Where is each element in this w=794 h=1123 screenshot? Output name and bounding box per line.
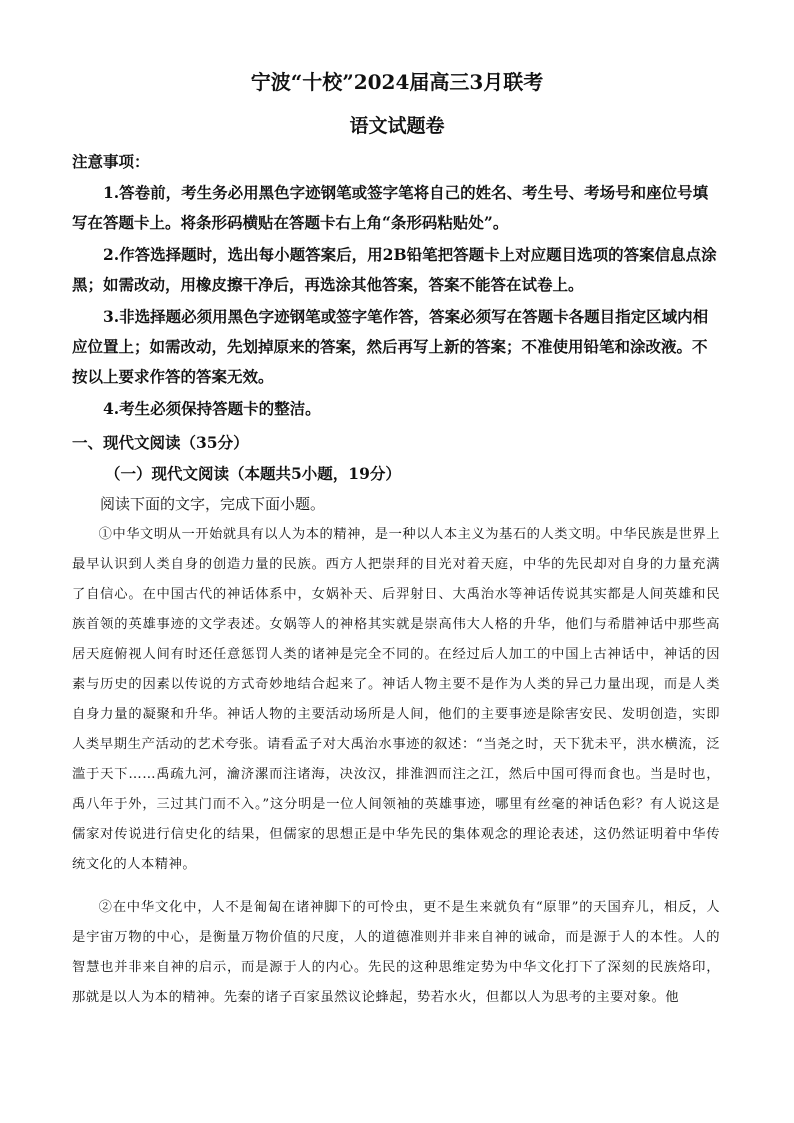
notice-item-1: 1.答卷前，考生务必用黑色字迹钢笔或签字笔将自己的姓名、考生号、考场号和座位号填写在答题卡上。将条形码横贴在答题卡右上角“条形码粘贴处”。 [72,183,709,232]
notice-heading: 注意事项： [72,152,150,171]
reading-instruction: 阅读下面的文字，完成下面小题。 [100,495,326,513]
exam-subtitle: 语文试题卷 [349,115,445,137]
notice-item-2: 2.作答选择题时，选出每小题答案后，用2B铅笔把答题卡上对应题目选项的答案信息点涂黑；如需改动，用橡皮擦干净后，再选涂其他答案，答案不能答在试卷上。 [72,245,717,294]
notice-item-4: 4.考生必须保持答题卡的整洁。 [103,399,321,418]
passage-paragraph-2: ②在中华文化中，人不是匍匐在诸神脚下的可怜虫，更不是生来就负有“原罪”的天国弃儿，相反，人是宇宙万物的中心，是衡量万物价值的尺度，人的道德准则并非来自神的诫命，而是源于人的本性。人的智慧也并非来自神的启示，而是源于人的内心。先民的这种思维定势为中华文化打下了深刻的民族烙印，那就是以人为本的精神。先秦的诸子百家虽然议论蜂起，势若水火，但都以人为思考的主要对象。他 [72,900,720,1005]
exam-title: 宁波“十校”2024届高三3月联考 [250,70,544,94]
subsection-heading: （一）现代文阅读（本题共5小题，19分） [105,464,401,483]
section-heading: 一、现代文阅读（35分） [72,433,249,452]
passage-paragraph-1: ①中华文明从一开始就具有以人为本的精神，是一种以人本主义为基石的人类文明。中华民族是世界上最早认识到人类自身的创造力量的民族。西方人把崇拜的目光对着天庭，中华的先民却对自身的力量充满了自信心。在中国古代的神话体系中，女娲补天、后羿射日、大禹治水等神话传说其实都是人间英雄和民族首领的英雄事迹的文学表述。女娲等人的神格其实就是崇高伟大人格的升华，他们与希腊神话中那些高居天庭俯视人间有时还任意惩罚人类的诸神是完全不同的。在经过后人加工的中国上古神话中，神话的因素与历史的因素以传说的方式奇妙地结合起来了。神话人物主要不是作为人类的异己力量出现，而是人类自身力量的凝聚和升华。神话人物的主要活动场所是人间，他们的主要事迹是除害安民、发明创造，实即人类早期生产活动的艺术夸张。请看孟子对大禹治水事迹的叙述：“当尧之时，天下犹未平，洪水横流，泛滥于天下……禹疏九河，瀹济漯而注诸海，决汝汉，排淮泗而注之江，然后中国可得而食也。当是时也，禹八年于外，三过其门而不入。”这分明是一位人间领袖的英雄事迹，哪里有丝毫的神话色彩？有人说这是儒家对传说进行信史化的结果，但儒家的思想正是中华先民的集体观念的理论表述，这仍然证明着中华传统文化的人本精神。 [72,527,720,872]
notice-item-3: 3.非选择题必须用黑色字迹钢笔或签字笔作答，答案必须写在答题卡各题目指定区域内相应位置上；如需改动，先划掉原来的答案，然后再写上新的答案；不准使用铅笔和涂改液。不按以上要求作答的答案无效。 [72,307,709,386]
